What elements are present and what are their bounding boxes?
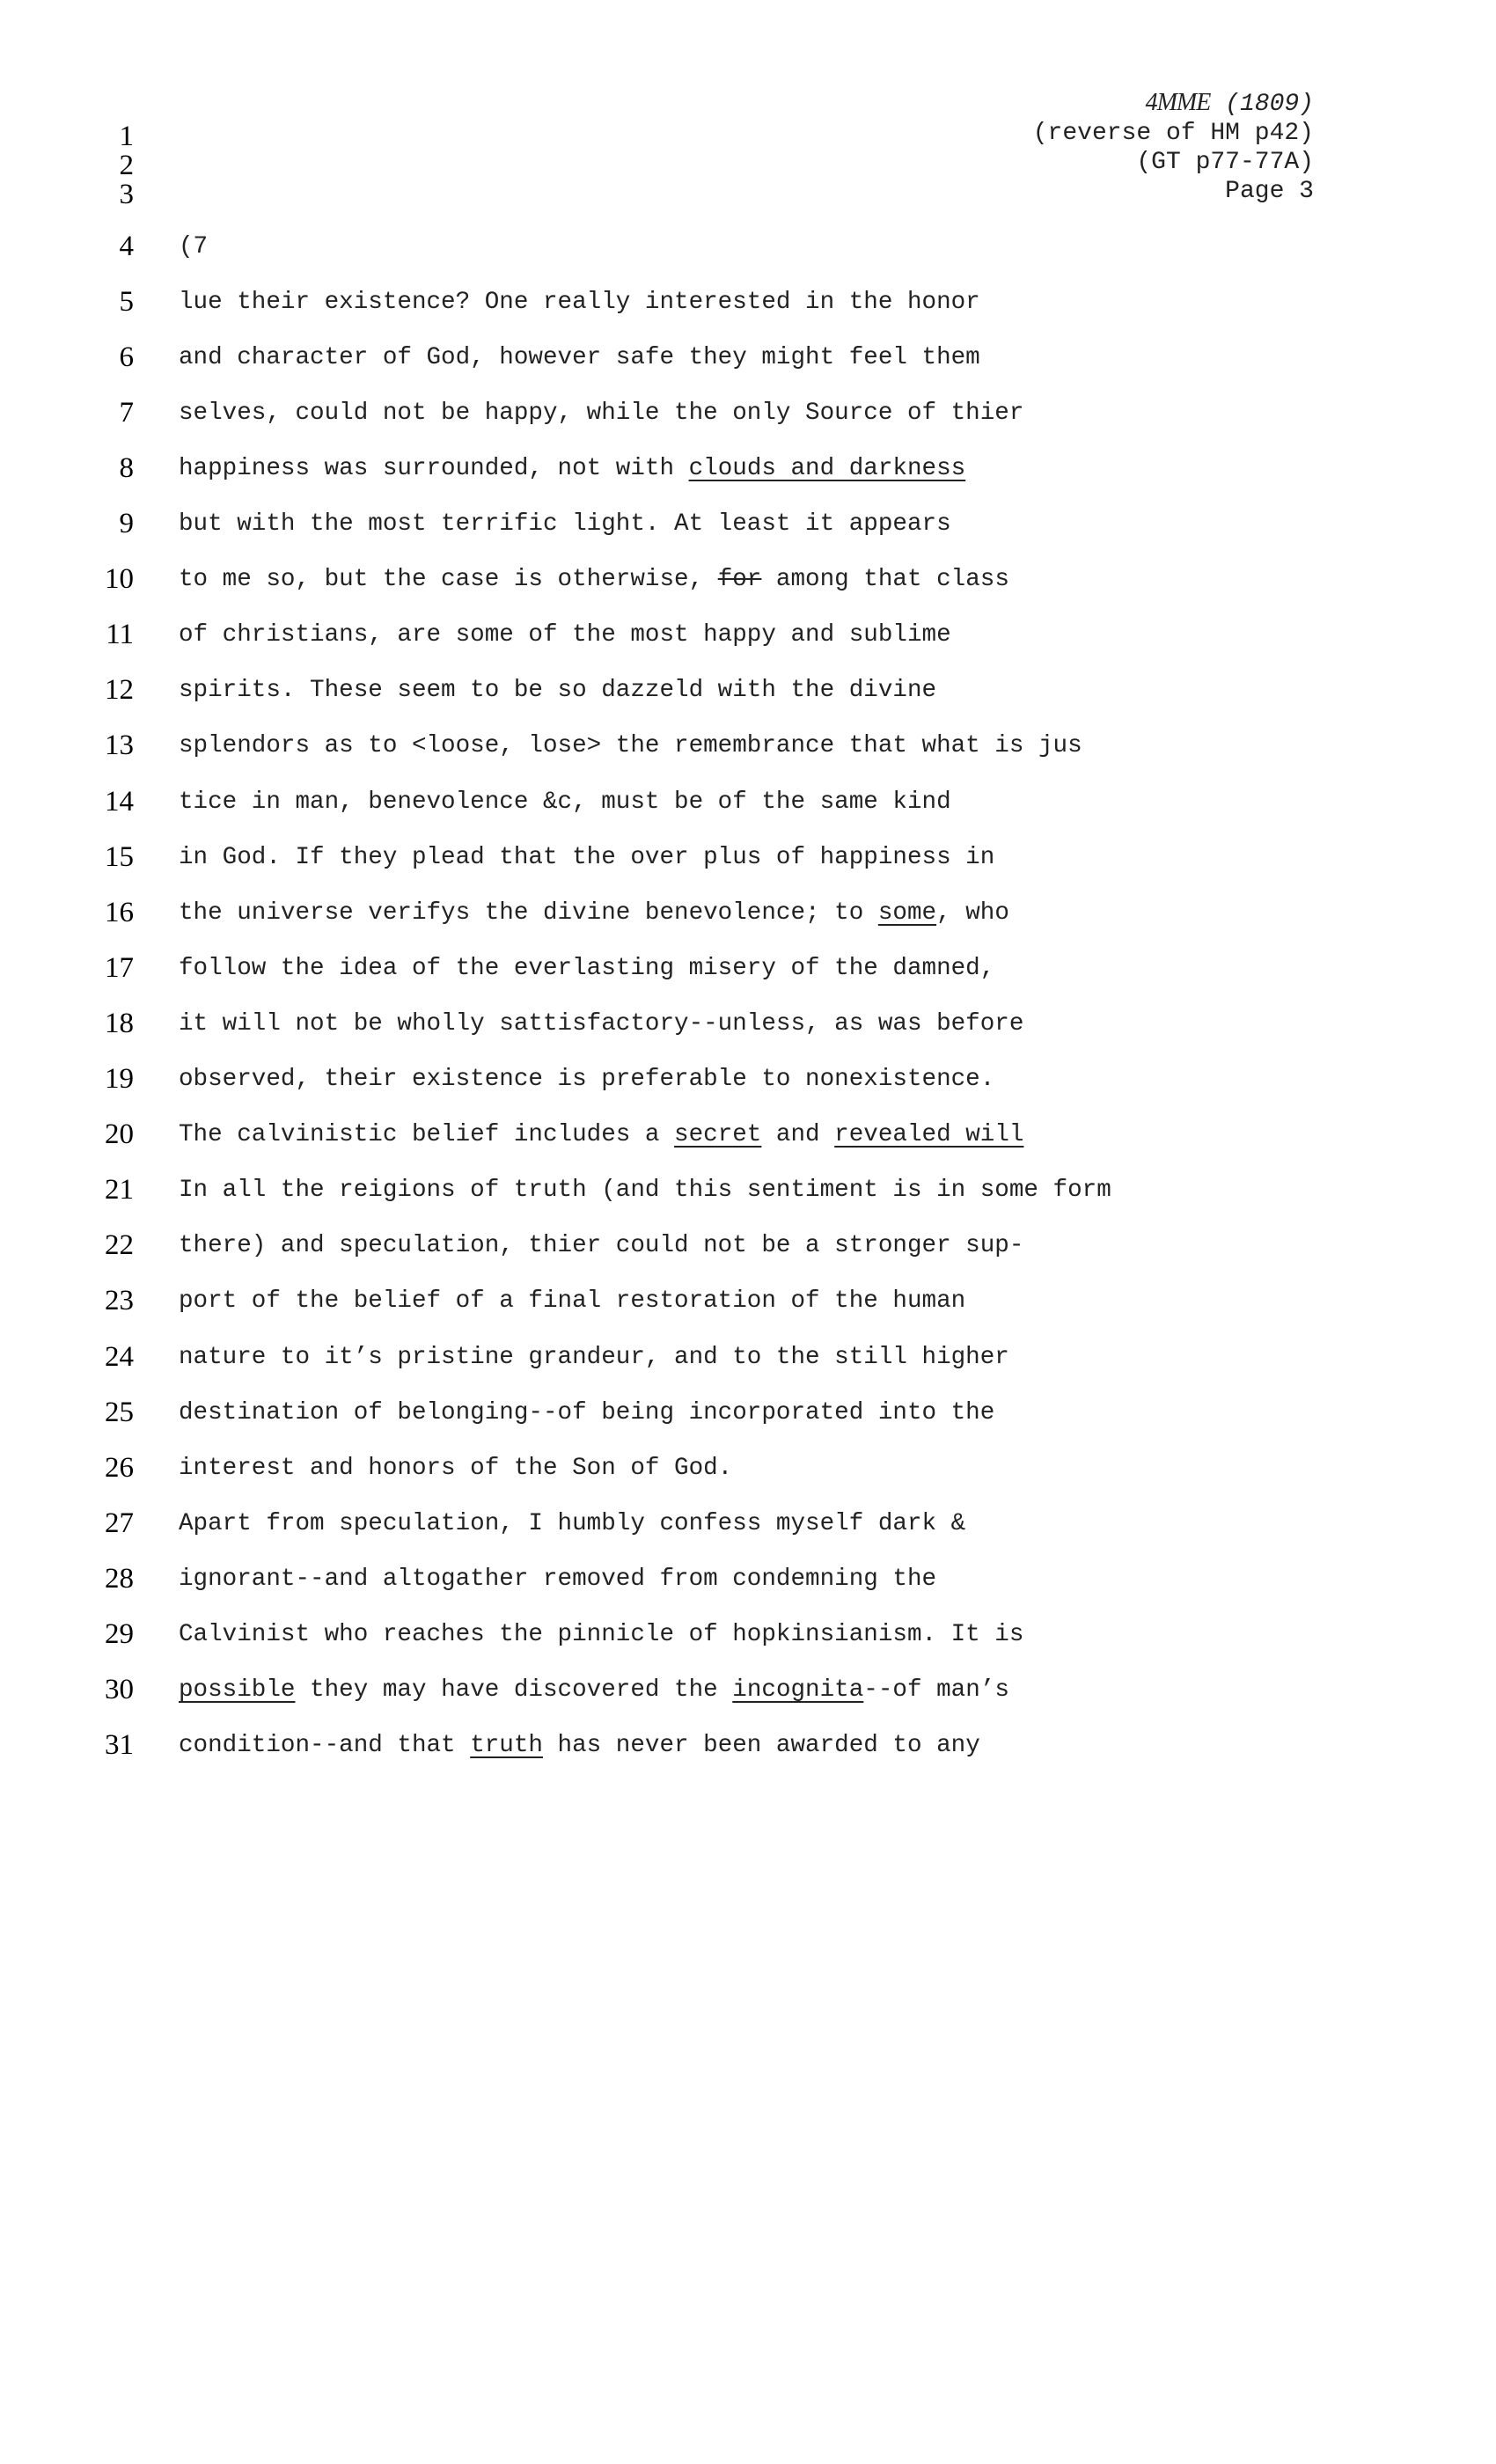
text-segment: observed, their existence is preferable to nonexistence.	[179, 1066, 995, 1093]
text-line	[179, 232, 208, 261]
text-line	[179, 898, 1009, 928]
line-number: 14	[105, 786, 134, 818]
text-segment: in God. If they plead that the over plus of happiness in	[179, 844, 995, 871]
line-number: 24	[105, 1341, 134, 1373]
text-line	[179, 399, 1023, 428]
line-number: 29	[105, 1618, 134, 1650]
text-segment: happiness was surrounded, not with	[179, 455, 689, 482]
text-line	[179, 565, 1009, 594]
line-number: 1	[119, 121, 134, 152]
text-line	[179, 1620, 1023, 1649]
line-number: 30	[105, 1674, 134, 1705]
line-number: 16	[105, 897, 134, 928]
underlined-text: clouds and darkness	[688, 455, 966, 482]
text-line	[179, 1731, 980, 1760]
document-year: (1809)	[1225, 91, 1314, 118]
line-number: 2	[119, 150, 134, 181]
line-number: 22	[105, 1229, 134, 1261]
text-segment: port of the belief of a final restoration of the human	[179, 1287, 966, 1315]
line-number: 18	[105, 1008, 134, 1039]
text-line	[179, 1176, 1111, 1205]
header-source-reference: (reverse of HM p42)	[1032, 120, 1314, 147]
text-line	[179, 1287, 965, 1316]
line-number: 11	[106, 619, 134, 650]
text-line	[179, 510, 951, 539]
text-segment: there) and speculation, thier could not be a stronger sup-	[179, 1232, 1024, 1259]
line-number: 26	[105, 1452, 134, 1484]
line-number: 3	[119, 179, 134, 210]
text-line	[179, 454, 965, 483]
text-segment: it will not be wholly sattisfactory--unless, as was before	[179, 1010, 1024, 1038]
text-line	[179, 676, 936, 705]
text-segment: interest and honors of the Son of God.	[179, 1455, 733, 1482]
text-line	[179, 1120, 1023, 1149]
text-segment: the universe verifys the divine benevolence; to	[179, 899, 878, 927]
line-number: 17	[105, 952, 134, 984]
text-line	[179, 843, 994, 872]
line-number: 10	[105, 563, 134, 595]
text-line	[179, 620, 951, 649]
underlined-text: possible	[179, 1676, 296, 1704]
line-number: 15	[105, 841, 134, 873]
line-number: 25	[105, 1397, 134, 1428]
text-segment: The calvinistic belief includes a	[179, 1121, 675, 1148]
line-number: 19	[105, 1063, 134, 1095]
text-line	[179, 731, 1082, 760]
underlined-text: incognita	[732, 1676, 864, 1704]
text-segment: and character of God, however safe they might feel them	[179, 344, 980, 371]
line-number: 31	[105, 1729, 134, 1761]
text-segment: has never been awarded to any	[542, 1732, 980, 1759]
header-title	[1033, 88, 1314, 119]
text-segment: follow the idea of the everlasting misery of the damned,	[179, 955, 995, 982]
text-segment: Calvinist who reaches the pinnicle of hopkinsianism. It is	[179, 1621, 1024, 1648]
text-line	[179, 1454, 732, 1483]
text-line	[179, 288, 980, 317]
line-number: 5	[119, 286, 134, 318]
text-segment: splendors as to <loose, lose> the remembrance that what is jus	[179, 732, 1082, 759]
line-number: 8	[119, 452, 134, 484]
line-number: 27	[105, 1507, 134, 1539]
text-segment: they may have discovered the	[295, 1676, 733, 1704]
line-number: 9	[119, 508, 134, 539]
text-segment: and	[761, 1121, 835, 1148]
text-segment: among that class	[761, 566, 1009, 593]
text-line	[179, 1231, 1023, 1260]
underlined-text: secret	[674, 1121, 762, 1148]
underlined-text: truth	[470, 1732, 543, 1759]
text-line	[179, 1009, 1023, 1038]
line-number: 12	[105, 674, 134, 706]
text-line	[179, 788, 951, 817]
text-segment: spirits. These seem to be so dazzeld with the divine	[179, 677, 937, 704]
line-number: 21	[105, 1174, 134, 1206]
line-number: 28	[105, 1563, 134, 1595]
text-line	[179, 1398, 994, 1427]
text-segment: nature to it’s pristine grandeur, and to the still higher	[179, 1344, 1009, 1371]
text-line	[179, 1676, 1009, 1705]
underlined-text: some	[877, 899, 937, 927]
text-segment: but with the most terrific light. At least it appears	[179, 510, 951, 538]
document-code: 4MME	[1145, 89, 1211, 116]
line-number: 23	[105, 1285, 134, 1316]
text-segment: tice in man, benevolence &c, must be of the same kind	[179, 788, 951, 816]
struck-text: for	[717, 566, 762, 593]
text-line	[179, 1565, 936, 1594]
line-number: 4	[119, 231, 134, 262]
line-number: 13	[105, 730, 134, 761]
text-segment: lue their existence? One really interested in the honor	[179, 289, 980, 316]
text-segment: , who	[936, 899, 1009, 927]
text-segment: Apart from speculation, I humbly confess myself dark &	[179, 1510, 966, 1537]
text-line	[179, 1343, 1009, 1372]
text-segment: to me so, but the case is otherwise,	[179, 566, 718, 593]
line-number: 20	[105, 1118, 134, 1150]
text-segment: In all the reigions of truth (and this sentiment is in some form	[179, 1177, 1111, 1204]
text-segment: destination of belonging--of being incorporated into the	[179, 1399, 995, 1426]
text-segment: selves, could not be happy, while the only Source of thier	[179, 400, 1024, 427]
text-line	[179, 1509, 965, 1538]
text-line	[179, 343, 980, 372]
underlined-text: revealed will	[834, 1121, 1024, 1148]
text-segment: condition--and that	[179, 1732, 471, 1759]
page-header	[1033, 88, 1314, 206]
text-segment: ignorant--and altogather removed from condemning the	[179, 1566, 937, 1593]
header-page-number: Page 3	[1225, 178, 1314, 205]
text-segment: --of man’s	[863, 1676, 1009, 1704]
text-segment: (7	[179, 233, 209, 260]
text-line	[179, 954, 994, 983]
text-line	[179, 1065, 994, 1094]
header-gt-reference: (GT p77-77A)	[1136, 149, 1314, 176]
line-number: 6	[119, 341, 134, 373]
text-segment: of christians, are some of the most happy and sublime	[179, 621, 951, 649]
line-number: 7	[119, 397, 134, 429]
